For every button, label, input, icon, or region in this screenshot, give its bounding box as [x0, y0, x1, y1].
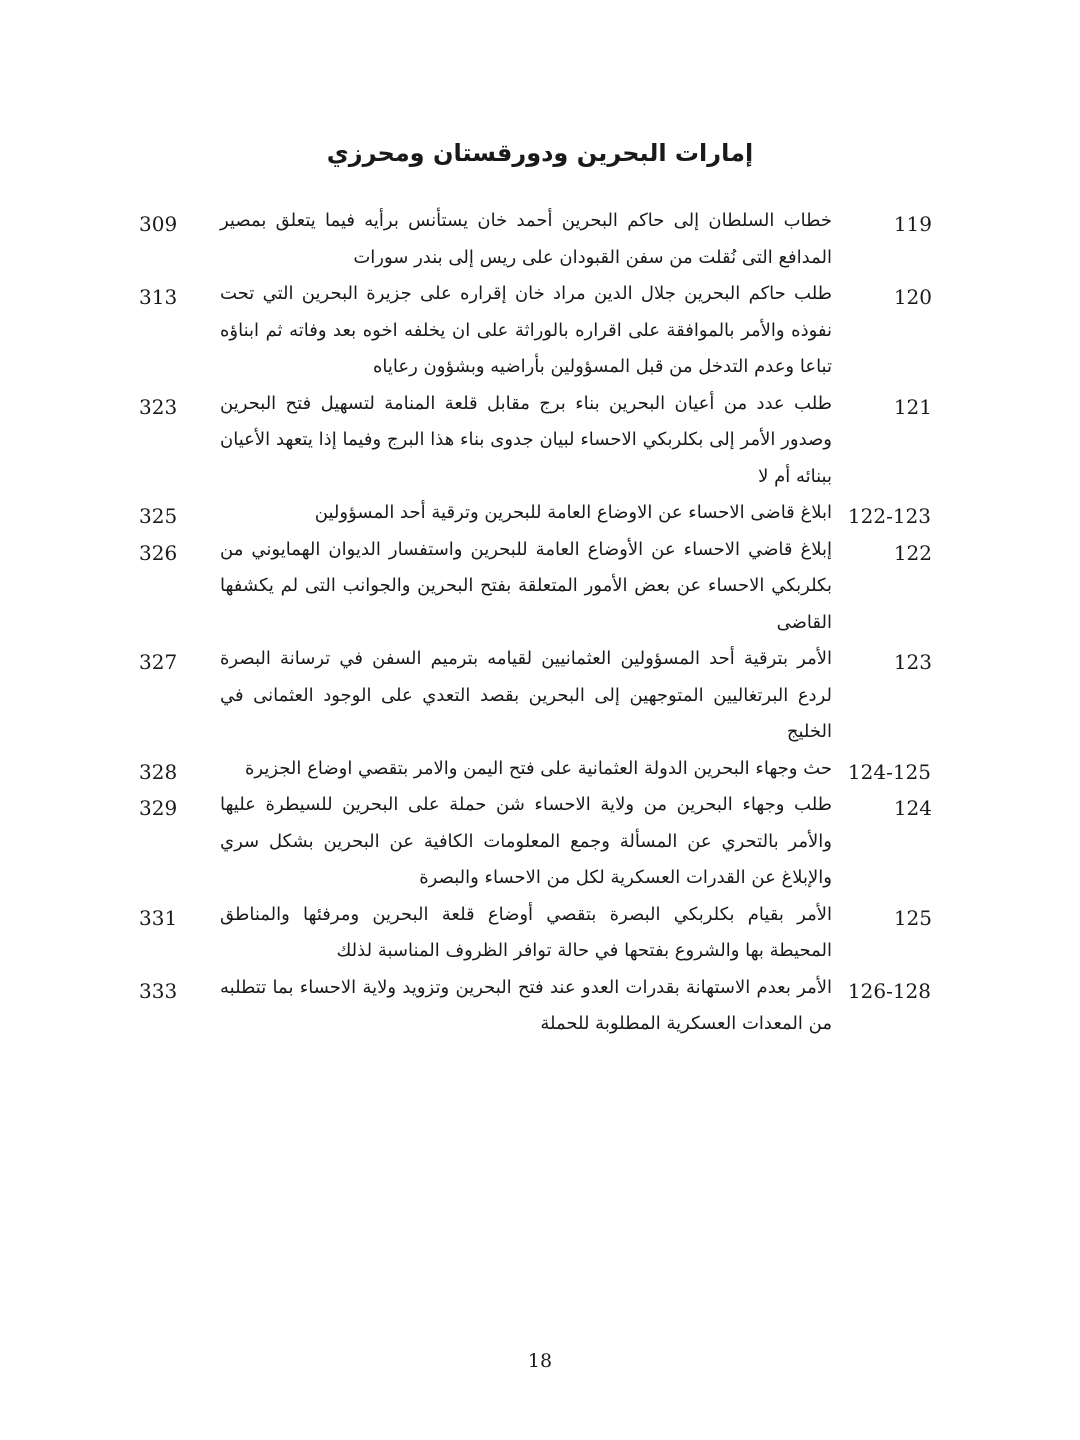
- page-reference: 326: [139, 540, 178, 565]
- document-number: 122-123: [847, 504, 931, 528]
- document-summary: إبلاغ قاضي الاحساء عن الأوضاع العامة للبحرين واستفسار الديوان الهمايوني من بكلربكي الاحساء عن بعض الأمور المتعلقة بفتح البحرين والجوانب التى لم يكشفها القاضى: [220, 538, 832, 633]
- document-summary: ابلاغ قاضى الاحساء عن الاوضاع العامة للبحرين وترقية أحد المسؤولين: [314, 502, 832, 523]
- page-reference: 323: [139, 394, 178, 419]
- document-summary: حث وجهاء البحرين الدولة العثمانية على فتح اليمن والامر بتقصي اوضاع الجزيرة: [244, 757, 832, 779]
- page-reference: 331: [139, 905, 178, 930]
- page-reference: 325: [139, 504, 178, 528]
- index-entry-123: [0, 641, 1080, 751]
- document-number: 124-125: [847, 759, 931, 784]
- index-entry-122: [0, 532, 1080, 642]
- index-entry-125: [0, 897, 1080, 970]
- document-summary: الأمر بترقية أحد المسؤولين العثمانيين لقيامه بترميم السفن في ترسانة البصرة لردع البرتغاليين المتوجهين إلى البحرين بقصد التعدي على الوجود العثمانى في الخليج: [220, 648, 832, 742]
- document-number: 120: [893, 285, 932, 309]
- document-number: 126-128: [847, 978, 931, 1003]
- document-summary: طلب حاكم البحرين جلال الدين مراد خان إقراره على جزيرة البحرين التي تحت نفوذه والأمر بالموافقة على اقراره بالوراثة على ان يخلفه اخوه بعد وفاته ثم ابناؤه تباعا وعدم التدخل من قبل المسؤولين بأراضيه وبشؤون رعاياه: [220, 283, 832, 377]
- index-entry-122-123: [0, 495, 1080, 532]
- document-summary: طلب وجهاء البحرين من ولاية الاحساء شن حملة على البحرين للسيطرة عليها والأمر بالتحري عن المسألة وجمع المعلومات الكافية عن البحرين بشكل سري والإبلاغ عن القدرات العسكرية لكل من الاحساء والبصرة: [220, 794, 832, 888]
- index-entry-124: [0, 787, 1080, 897]
- document-number: 124: [893, 796, 932, 820]
- document-number: 119: [893, 212, 932, 236]
- index-entry-121: [0, 386, 1080, 496]
- document-number: 123: [893, 650, 932, 674]
- document-summary: خطاب السلطان إلى حاكم البحرين أحمد خان يستأنس برأيه فيما يتعلق بمصير المدافع التى نُقلت من سفن القبودان على ريس إلى بندر سورات: [220, 210, 832, 268]
- document-summary: طلب عدد من أعيان البحرين بناء برج مقابل قلعة المنامة لتسهيل فتح البحرين وصدور الأمر إلى بكلربكي الاحساء لبيان جدوى بناء هذا البرج وفيما إذا يتعهد الأعيان ببنائه أم لا: [220, 392, 832, 487]
- page-reference: 313: [139, 285, 178, 309]
- document-number: 122: [893, 540, 932, 565]
- index-entry-126-128: [0, 970, 1080, 1043]
- page-number: 18: [527, 1350, 553, 1372]
- page-reference: 327: [139, 650, 178, 674]
- document-summary: الأمر بقيام بكلربكي البصرة بتقصي أوضاع قلعة البحرين ومرفئها والمناطق المحيطة بها والشروع بفتحها في حالة توافر الظروف المناسبة لذلك: [220, 903, 832, 961]
- page-reference: 333: [139, 978, 178, 1003]
- page-reference: 309: [139, 212, 178, 236]
- document-summary: الأمر بعدم الاستهانة بقدرات العدو عند فتح البحرين وتزويد ولاية الاحساء بما تتطلبه من المعدات العسكرية المطلوبة للحملة: [220, 976, 832, 1034]
- index-entry-124-125: [0, 751, 1080, 788]
- index-entry-120: [0, 276, 1080, 386]
- document-index-list: [0, 203, 1080, 1043]
- document-number: 121: [893, 394, 932, 419]
- page-title: إمارات البحرين ودورقستان ومحرزي: [326, 139, 754, 167]
- page-reference: 329: [139, 796, 178, 820]
- page-reference: 328: [139, 759, 178, 784]
- document-number: 125: [893, 905, 932, 930]
- index-entry-119: [0, 203, 1080, 276]
